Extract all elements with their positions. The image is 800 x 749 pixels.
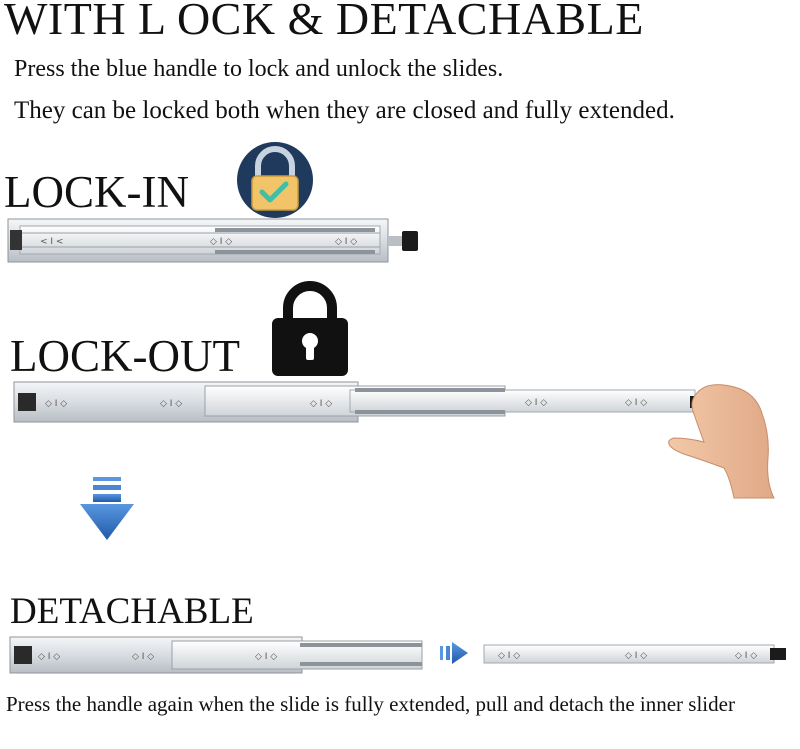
svg-text:◇ I ◇: ◇ I ◇: [498, 651, 521, 661]
extended-slide: [14, 382, 704, 422]
intro-line-2: They can be locked both when they are closed and fully extended.: [14, 97, 675, 124]
detachable-label: DETACHABLE: [10, 591, 254, 632]
padlock-icon: [272, 286, 348, 376]
svg-text:◇ I ◇: ◇ I ◇: [160, 399, 183, 409]
arrow-down-icon: [80, 477, 134, 540]
svg-text:◇ I ◇: ◇ I ◇: [210, 237, 233, 247]
page-title: WITH L OCK & DETACHABLE: [4, 0, 644, 44]
svg-text:◇ I ◇: ◇ I ◇: [132, 652, 155, 662]
padlock-check-icon: [237, 142, 313, 218]
svg-text:◇ I ◇: ◇ I ◇: [735, 651, 758, 661]
lock-out-label: LOCK-OUT: [10, 331, 240, 381]
arrow-right-icon: [440, 642, 468, 664]
svg-text:◇ I ◇: ◇ I ◇: [255, 652, 278, 662]
footer-text: Press the handle again when the slide is fully extended, pull and detach the inner slider: [6, 692, 735, 716]
intro-line-1: Press the blue handle to lock and unlock the slides.: [14, 56, 504, 82]
closed-slide: [8, 219, 418, 262]
svg-text:◇ I ◇: ◇ I ◇: [625, 398, 648, 408]
svg-text:◇ I ◇: ◇ I ◇: [525, 398, 548, 408]
svg-text:◇ I ◇: ◇ I ◇: [335, 237, 358, 247]
svg-text:◇ I ◇: ◇ I ◇: [310, 399, 333, 409]
svg-text:◇ I ◇: ◇ I ◇: [38, 652, 61, 662]
lock-in-label: LOCK-IN: [4, 167, 189, 217]
svg-text:< I <: < I <: [40, 237, 64, 247]
detached-inner-slide: [484, 645, 786, 663]
svg-text:◇ I ◇: ◇ I ◇: [625, 651, 648, 661]
svg-text:◇ I ◇: ◇ I ◇: [45, 399, 68, 409]
detached-outer-slide: [10, 637, 422, 673]
